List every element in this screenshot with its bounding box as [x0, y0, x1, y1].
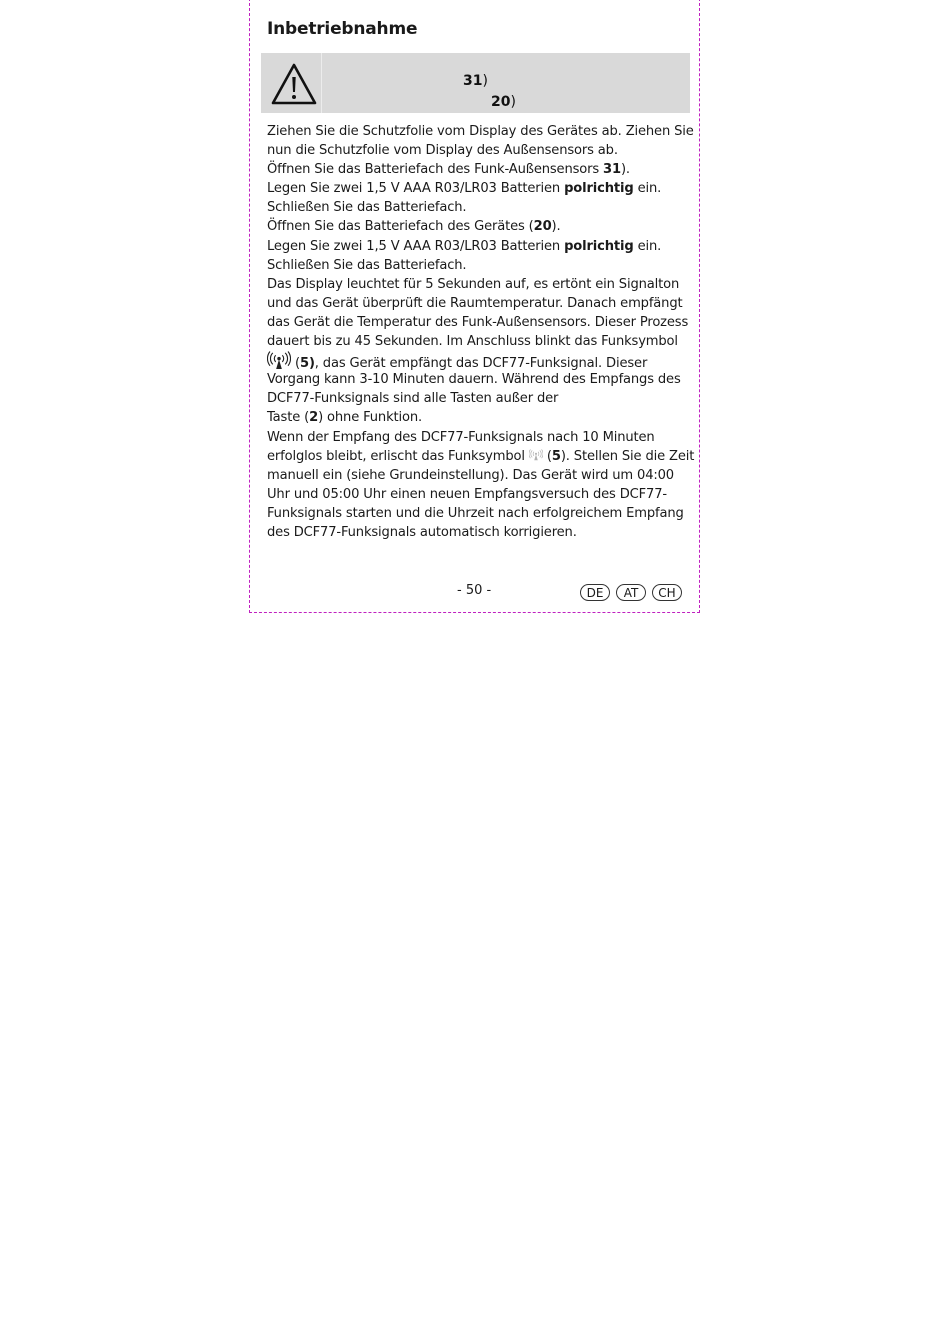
warning-reference-31: 31) [463, 73, 488, 89]
text-line: das Gerät die Temperatur des Funk-Außensensors. Dieser Prozess [267, 314, 689, 330]
section-title: Inbetriebnahme [267, 19, 418, 39]
text-line: erfolglos bleibt, erlischt das Funksymbol (5). Stellen Sie die Zeit [267, 448, 695, 464]
text-line: Das Display leuchtet für 5 Sekunden auf, es ertönt ein Signalton [267, 276, 680, 292]
page-number: - 50 - [457, 583, 492, 598]
text-line: Schließen Sie das Batteriefach. [267, 200, 467, 216]
text-line: dauert bis zu 45 Sekunden. Im Anschluss blinkt das Funksymbol [267, 334, 678, 350]
text-line: (5), das Gerät empfängt das DCF77-Funksignal. Dieser [267, 351, 687, 370]
text-line: DCF77-Funksignals sind alle Tasten außer der [267, 391, 559, 407]
text-line: Vorgang kann 3-10 Minuten dauern. Während des Empfangs des [267, 372, 681, 388]
text-line: Schließen Sie das Batteriefach. [267, 257, 467, 273]
radio-signal-icon [267, 351, 291, 370]
text-line: Uhr und 05:00 Uhr einen neuen Empfangsversuch des DCF77- [267, 486, 667, 502]
instruction-text [267, 122, 695, 542]
country-badge-at: AT [616, 584, 646, 601]
text-line: Legen Sie zwei 1,5 V AAA R03/LR03 Batterien polrichtig ein. [267, 238, 662, 254]
warning-reference-20: 20) [491, 94, 516, 110]
text-line: Legen Sie zwei 1,5 V AAA R03/LR03 Batterien polrichtig ein. [267, 181, 662, 197]
text-line: Öffnen Sie das Batteriefach des Funk-Außensensors 31). [267, 162, 630, 178]
text-line: Taste (2) ohne Funktion. [267, 410, 422, 426]
text-line: Öffnen Sie das Batteriefach des Gerätes (20). [267, 219, 561, 235]
text-line: nun die Schutzfolie vom Display des Außensensors ab. [267, 143, 618, 159]
text-line: des DCF77-Funksignals automatisch korrigieren. [267, 524, 577, 540]
text-line: und das Gerät überprüft die Raumtemperatur. Danach empfängt [267, 295, 683, 311]
warning-triangle-icon [270, 62, 318, 106]
text-line: Ziehen Sie die Schutzfolie vom Display des Gerätes ab. Ziehen Sie [267, 124, 694, 139]
country-badge-de: DE [580, 584, 610, 601]
country-badge-ch: CH [652, 584, 682, 601]
warning-icon-cell [261, 53, 322, 113]
text-line: manuell ein (siehe Grundeinstellung). Das Gerät wird um 04:00 [267, 467, 674, 483]
text-line: Funksignals starten und die Uhrzeit nach erfolgreichem Empfang [267, 505, 684, 521]
radio-signal-faded-icon [529, 447, 543, 463]
warning-box [261, 53, 690, 113]
text-line: Wenn der Empfang des DCF77-Funksignals nach 10 Minuten [267, 429, 655, 445]
